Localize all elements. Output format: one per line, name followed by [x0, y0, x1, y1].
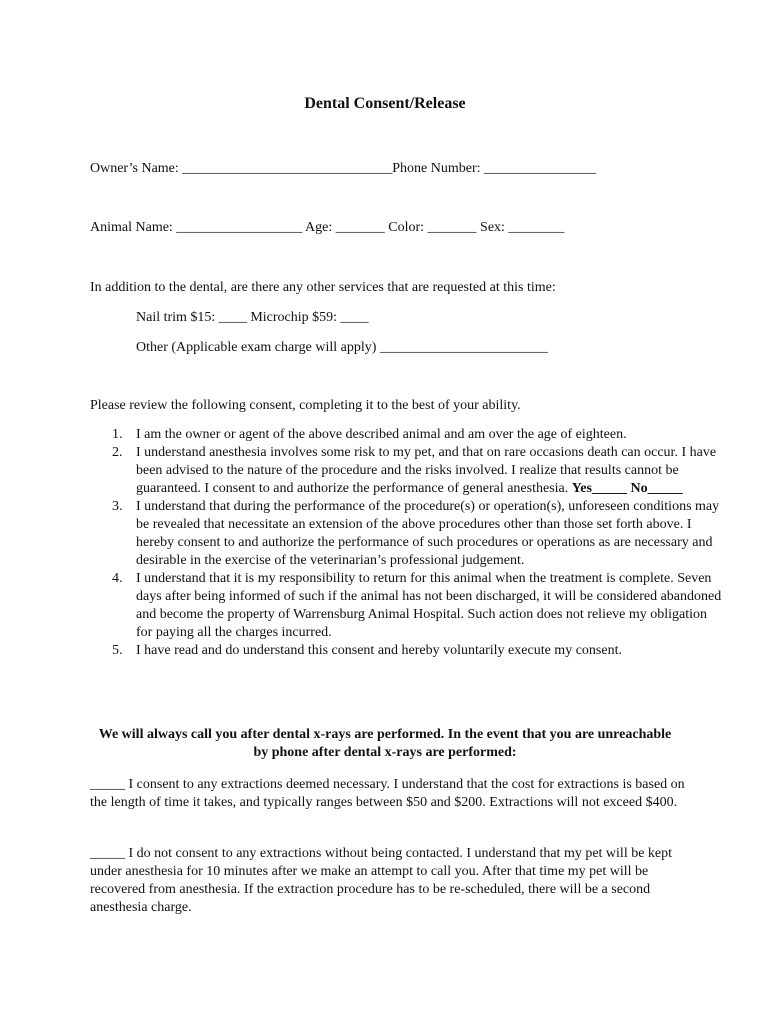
consent-item-text: I understand that it is my responsibility to return for this animal when the treatment is complete. Seven days after being informed of such if the animal has not been discharged, it will be considered abandoned and become the property of Warrensburg Animal Hospital. Such action does not relieve my obligation for paying all the charges incurred. — [136, 571, 722, 640]
consent-item-number: 5. — [112, 643, 123, 658]
consent-item — [112, 570, 726, 642]
services-line: Nail trim $15: ____ Microchip $59: ____ — [136, 310, 369, 325]
consent-item — [112, 642, 726, 660]
animal-details-line: Animal Name: __________________ Age: _______ Color: _______ Sex: ________ — [90, 220, 565, 235]
anesthesia-yes-blank: Yes_____ — [571, 481, 627, 496]
other-services-line: Other (Applicable exam charge will apply) ________________________ — [136, 340, 548, 355]
anesthesia-no-blank: No_____ — [630, 481, 683, 496]
page-title: Dental Consent/Release — [304, 95, 466, 112]
consent-item-text: I understand anesthesia involves some risk to my pet, and that on rare occasions death can occur. I have been advised to the nature of the procedure and the risks involved. I realize that results cannot be guaranteed. I consent to and authorize the performance of general anesthesia. — [136, 445, 717, 496]
consent-item-number: 1. — [112, 427, 123, 442]
consent-item-text: I am the owner or agent of the above described animal and am over the age of eighteen. — [136, 427, 627, 442]
consent-list — [90, 426, 726, 660]
consent-item-text: I understand that during the performance of the procedure(s) or operation(s), unforeseen conditions may be revealed that necessitate an extension of the above procedures other than those set forth above. I hereby consent to and authorize the performance of such procedures or operations as are necessary and desirable in the exercise of the veterinarian’s professional judgement. — [136, 499, 720, 568]
services-question: In addition to the dental, are there any other services that are requested at this time: — [90, 280, 556, 295]
consent-item-number: 3. — [112, 499, 123, 514]
extraction-consent-paragraph: _____ I consent to any extractions deemed necessary. I understand that the cost for extractions is based on the length of time it takes, and typically ranges between $50 and $200. Extractions will not exceed $400. — [90, 777, 685, 810]
owner-phone-line: Owner’s Name: ______________________________Phone Number: ________________ — [90, 161, 597, 176]
consent-item — [112, 444, 726, 498]
xray-notice: We will always call you after dental x-rays are performed. In the event that you are unreachable by phone after dental x-rays are performed: — [98, 727, 672, 760]
consent-item-number: 2. — [112, 445, 123, 460]
consent-item — [112, 498, 726, 570]
consent-item — [112, 426, 726, 444]
consent-item-number: 4. — [112, 571, 123, 586]
extraction-no-consent-paragraph: _____ I do not consent to any extractions without being contacted. I understand that my pet will be kept under anesthesia for 10 minutes after we make an attempt to call you. After that time my pet will be recovered from anesthesia. If the extraction procedure has to be re-scheduled, there will be a second anesthesia charge. — [90, 846, 673, 915]
review-intro: Please review the following consent, completing it to the best of your ability. — [90, 398, 521, 413]
consent-item-text: I have read and do understand this consent and hereby voluntarily execute my consent. — [136, 643, 622, 658]
